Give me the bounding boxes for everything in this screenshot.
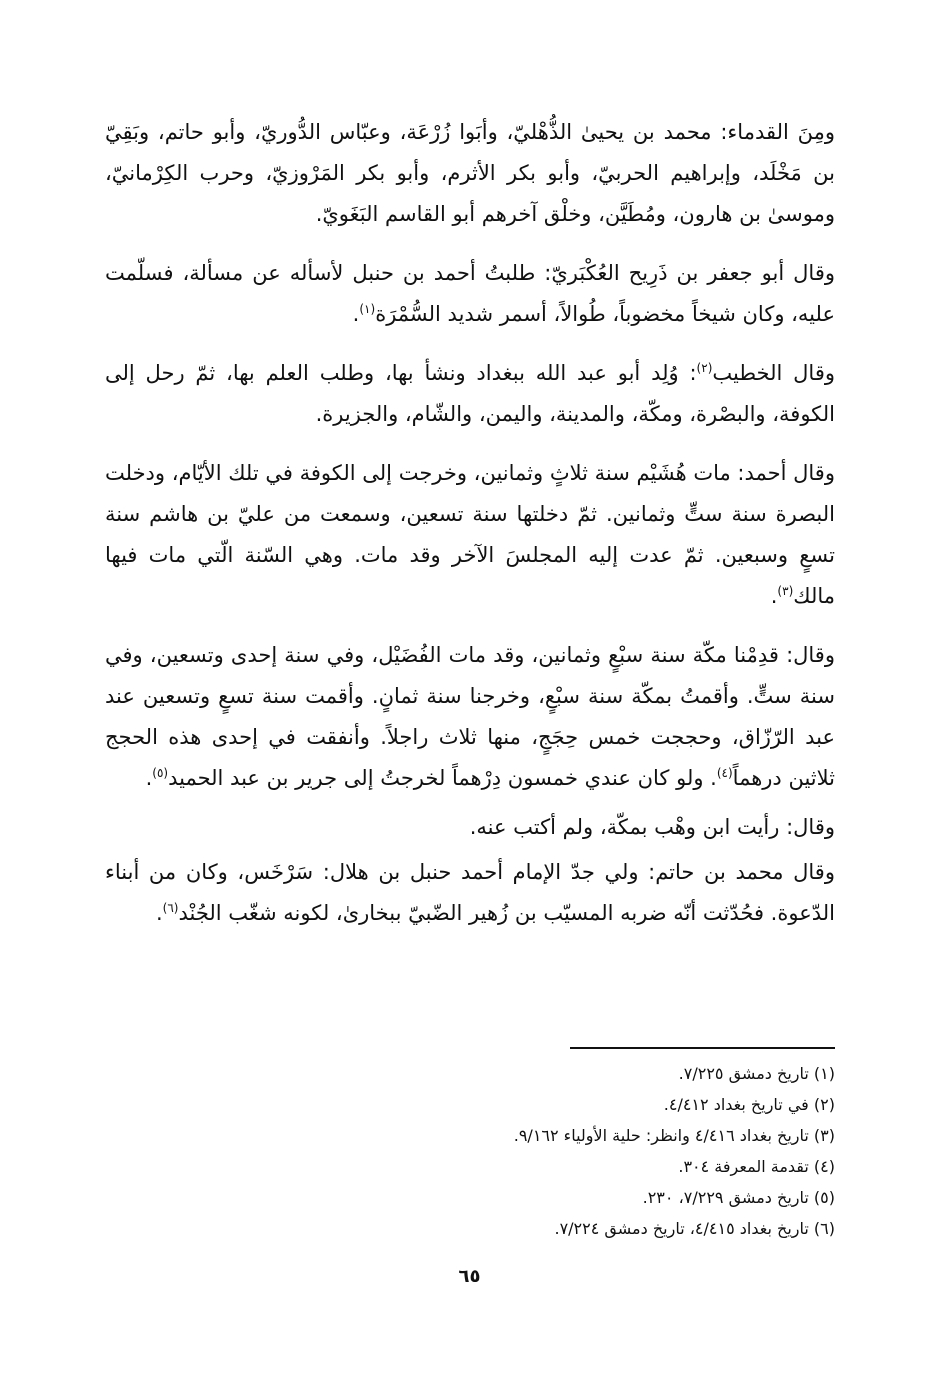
footnote-item: (١) تاريخ دمشق ٧/٢٢٥.: [678, 1064, 835, 1083]
paragraph-text: وقال أحمد: مات هُشَيْم سنة ثلاثٍ وثمانين، وخرجت إلى الكوفة في تلك الأيّام، ودخلت البصرة سنة ستٍّ وثمانين. ثمّ دخلتها سنة تسعين، وسمعت من عليّ بن هاشم سنة تسعٍ وسبعين. ثمّ عدت إليه المجلسَ الآخر وقد مات. وهي السّنة الّتي مات فيها مالك: [105, 461, 835, 608]
footnotes-list: [135, 1058, 835, 1244]
footnote-ref: (٦): [162, 901, 179, 915]
paragraph-text: وقال أبو جعفر بن ذَرِيح العُكْبَريّ: طلبتُ أحمد بن حنبل لأسأله عن مسألة، فسلّمت عليه، وكان شيخاً مخضوباً، طُوالاً، أسمر شديد السُّمْرَة: [105, 261, 835, 326]
paragraph-text-middle: . ولو كان عندي خمسون دِرْهماً لخرجتُ إلى جرير بن عبد الحميد: [168, 766, 717, 790]
page-body: [105, 112, 835, 934]
footnote-ref: (٢): [696, 361, 713, 375]
paragraph-early-scholars: [105, 112, 835, 235]
paragraph-text: وقال: رأيت ابن وهْب بمكّة، ولم أكتب عنه.: [469, 815, 835, 839]
paragraph-text: وقال محمد بن حاتم: ولي جدّ الإمام أحمد حنبل بن هلال: سَرْخَس، وكان من أبناء الدّعوة. فحُدّثت أنّه ضربه المسيّب بن زُهير الضّبيّ ببخارىٰ، لكونه شغّب الجُنْد: [105, 860, 835, 925]
paragraph-text: وقال الخطيب: [712, 361, 836, 385]
footnote-item: (٦) تاريخ بغداد ٤/٤١٥، تاريخ دمشق ٧/٢٢٤.: [554, 1219, 835, 1238]
paragraph-muhammad-bin-hatim: [105, 852, 835, 934]
paragraph-text-end: : وُلِد أبو عبد الله ببغداد ونشأ بها، وطلب العلم بها، ثمّ رحل إلى الكوفة، والبصْرة، ومكّة، والمدينة، واليمن، والشّام، والجزيرة.: [105, 361, 835, 426]
footnote-ref: (٥): [152, 766, 169, 780]
footnote-item: (٢) في تاريخ بغداد ٤/٤١٢.: [663, 1095, 835, 1114]
footnote-divider: [570, 1047, 835, 1049]
footnote-item: (٣) تاريخ بغداد ٤/٤١٦ وانظر: حلية الأولياء ٩/١٦٢.: [513, 1126, 835, 1145]
footnote-ref: (١): [359, 302, 376, 316]
paragraph-text: وقال: قدِمْنا مكّة سنة سبْعٍ وثمانين، وقد مات الفُضَيْل، وفي سنة إحدى وتسعين، وفي سنة ستٍّ. وأقمتُ بمكّة سنة سبْعٍ، وخرجنا سنة ثمانٍ. وأقمت سنة تسعٍ وتسعين عند عبد الرّزّاق، وحججت خمس حِجَجٍ، منها ثلاث راجلاً. وأنفقت في إحدى هذه الحجج ثلاثين درهماً: [105, 643, 835, 790]
paragraph-text-end: .: [155, 901, 163, 925]
paragraph-text-end: .: [352, 302, 360, 326]
paragraph-ahmad-travels: [105, 453, 835, 617]
paragraph-text: ومِنَ القدماء: محمد بن يحيىٰ الذُّهْليّ، وأبَوا زُرْعَة، وعبّاس الدُّوريّ، وأبو حاتم، وبَقِيّ بن مَخْلَد، وإبراهيم الحربيّ، وأبو بكر الأثرم، وأبو بكر المَرْوزيّ، وحرب الكِرْمانيّ، وموسىٰ بن هارون، ومُطَيَّن، وخلْق آخرهم أبو القاسم البَغَويّ.: [105, 120, 835, 226]
footnote-item: (٤) تقدمة المعرفة ٣٠٤.: [678, 1157, 835, 1176]
paragraph-text-end: .: [770, 584, 778, 608]
paragraph-ibn-wahb: [105, 807, 835, 848]
paragraph-mecca-hajj: [105, 635, 835, 799]
page-number: ٦٥: [458, 1266, 481, 1287]
footnote-ref: (٣): [777, 584, 794, 598]
paragraph-abu-jafar: [105, 253, 835, 335]
paragraph-al-khatib: [105, 353, 835, 435]
paragraph-text-end: .: [145, 766, 153, 790]
footnote-ref: (٤): [716, 766, 733, 780]
footnote-item: (٥) تاريخ دمشق ٧/٢٢٩، ٢٣٠.: [642, 1188, 835, 1207]
